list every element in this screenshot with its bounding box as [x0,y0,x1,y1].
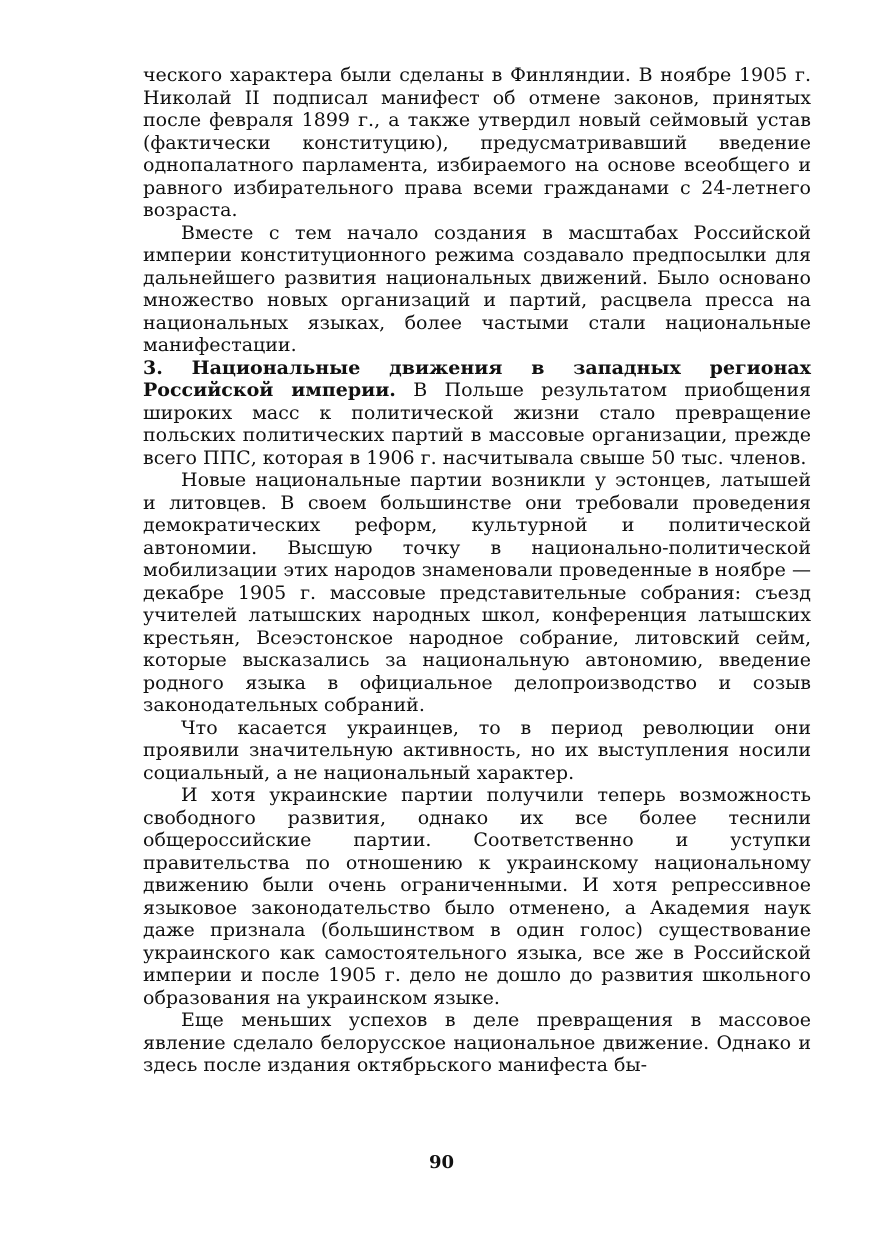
paragraph-5 [143,717,811,785]
paragraph-6 [143,784,811,1009]
paragraph-text: Что касается украинцев, то в период революции они проявили значительную активность, но их выступления носили социальный, а не национальный характер. [143,716,811,784]
paragraph-3-section-heading [143,357,811,470]
paragraph-4 [143,469,811,717]
paragraph-text: Еще меньших успехов в деле превращения в массовое явление сделало белорусское национальное движение. Однако и здесь после издания октябрьского манифеста бы- [143,1009,811,1076]
section-heading: 3. Национальные движения в западных регионах Российской империи. [143,356,811,401]
paragraph-text: Новые национальные партии возникли у эстонцев, латышей и литовцев. В своем большинстве они требовали проведения демократических реформ, культурной и политической автономии. Высшую точку в национально-политической мобилизации этих народов знаменовали проведенные в ноябре — декабре 1905 г. массовые представительные собрания: съезд учителей латышских народных школ, конференция латышских крестьян, Всеэстонское народное собрание, литовский сейм, которые высказались за национальную автономию, введение родного языка в официальное делопроизводство и созыв законодательных собраний. [143,469,811,716]
paragraph-2 [143,222,811,357]
paragraph-text: Вместе с тем начало создания в масштабах Российской империи конституционного режима создавало предпосылки для дальнейшего развития национальных движений. Было основано множество новых организаций и партий, расцвела пресса на национальных языках, более частыми стали национальные манифестации. [143,221,811,356]
page-number: 90 [428,1152,455,1173]
paragraph-text: И хотя украинские партии получили теперь возможность свободного развития, однако их все более теснили общероссийские партии. Соответственно и уступки правительства по отношению к украинскому национальному движению были очень ограниченными. И хотя репрессивное языковое законодательство было отменено, а Академия наук даже признала (большинством в один голос) существование украинского как самостоятельного языка, все же в Российской империи и после 1905 г. дело не дошло до развития школьного образования на украинском языке. [143,784,811,1009]
page-body [143,64,811,1077]
paragraph-1 [143,64,811,222]
paragraph-text: ческого характера были сделаны в Финляндии. В ноябре 1905 г. Николай II подписал манифест об отмене законов, принятых после февраля 1899 г., а также утвердил новый сеймовый устав (фактически конституцию), предусматривавший введение однопалатного парламента, избираемого на основе всеобщего и равного избирательного права всеми гражданами с 24-летнего возраста. [143,64,811,221]
paragraph-text: В Польше результатом приобщения широких масс к политической жизни стало превращение польских политических партий в массовые организации, прежде всего ППС, которая в 1906 г. насчитывала свыше 50 тыс. членов. [143,379,811,469]
paragraph-7 [143,1009,811,1077]
